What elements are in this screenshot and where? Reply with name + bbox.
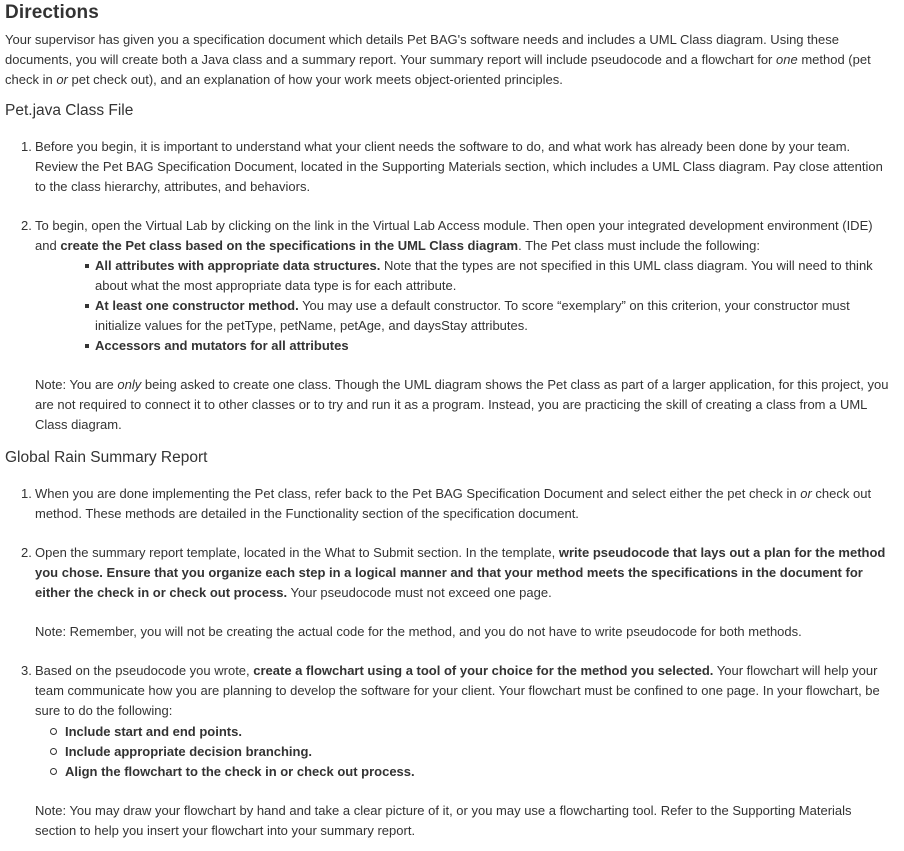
- bullet-bold: Include appropriate decision branching.: [65, 744, 313, 759]
- item-text: Open the summary report template, located in the What to Submit section. In the template,: [35, 545, 559, 560]
- list-item: [35, 296, 890, 336]
- note-paragraph: [35, 375, 890, 435]
- note-emphasis: only: [117, 377, 142, 392]
- section-heading-pet-java: Pet.java Class File: [5, 102, 134, 119]
- item-text: Your pseudocode must not exceed one page.: [287, 585, 552, 600]
- bullet-text: You may use a default constructor. To score “exemplary” on this criterion, your constructor must initialize values for the petType, petName, petAge, and daysStay attributes.: [95, 298, 850, 333]
- list-item: [35, 742, 890, 762]
- item-number: 1.: [21, 139, 32, 154]
- item-bold-text: create a flowchart using a tool of your choice for the method you selected.: [253, 663, 714, 678]
- item-number: 2.: [21, 545, 32, 560]
- intro-emphasis-one: one: [776, 52, 798, 67]
- intro-paragraph: [5, 30, 900, 90]
- intro-text-3: pet check out), and an explanation of how your work meets object-oriented principles.: [67, 72, 563, 87]
- item-text: Based on the pseudocode you wrote,: [35, 663, 254, 678]
- bullet-bold: Accessors and mutators for all attributes: [95, 338, 349, 353]
- flowchart-requirements-list: [35, 722, 890, 782]
- item-text: check out method. These methods are detailed in the Functionality section of the specification document.: [35, 486, 872, 521]
- note-text: being asked to create one class. Though the UML diagram shows the Pet class as part of a larger application, for this project, you are not required to connect it to other classes or to try and run it as a program. Instead, you are practicing the skill of creating a class from a UML Class diagram.: [35, 377, 889, 432]
- note-text: Note: You are: [35, 377, 118, 392]
- item-number: 3.: [21, 663, 32, 678]
- pet-java-steps: [5, 137, 900, 435]
- item-number: 2.: [21, 218, 32, 233]
- list-item: [35, 256, 890, 296]
- list-item: [35, 762, 890, 782]
- list-item: [35, 722, 890, 742]
- item-text: When you are done implementing the Pet class, refer back to the Pet BAG Specification Document and select either the pet check in: [35, 486, 801, 501]
- item-text: Your flowchart will help your team communicate how you are planning to develop the software for your client. Your flowchart must be confined to one page. In your flowchart, be sure to do the following:: [35, 663, 880, 718]
- item-text: . The Pet class must include the following:: [518, 238, 760, 253]
- page-title: Directions: [5, 2, 99, 23]
- section-heading-summary-report: Global Rain Summary Report: [5, 449, 208, 466]
- summary-report-steps: [5, 484, 900, 841]
- bullet-bold: All attributes with appropriate data structures.: [95, 258, 381, 273]
- list-item: [5, 661, 900, 841]
- item-number: 1.: [21, 486, 32, 501]
- item-bold-text: create the Pet class based on the specifications in the UML Class diagram: [60, 238, 519, 253]
- intro-text-1: Your supervisor has given you a specification document which details Pet BAG's software needs and includes a UML Class diagram. Using these documents, you will create both a Java class and a summary report. Your summary report will include pseudocode and a flowchart for: [5, 32, 839, 67]
- requirements-list: [35, 256, 890, 356]
- item-emphasis: or: [800, 486, 812, 501]
- list-item: [5, 484, 900, 524]
- bullet-bold: At least one constructor method.: [95, 298, 299, 313]
- list-item: [5, 137, 900, 197]
- item-text: To begin, open the Virtual Lab by clicking on the link in the Virtual Lab Access module. Then open your integrated development environment (IDE) and: [35, 218, 873, 253]
- bullet-bold: Align the flowchart to the check in or check out process.: [65, 764, 415, 779]
- item-text: Before you begin, it is important to understand what your client needs the software to do, and what work has already been done by your team. Review the Pet BAG Specification Document, located in the Supporting Materials section, which includes a UML Class diagram. Pay close attention to the class hierarchy, attributes, and behaviors.: [35, 139, 883, 194]
- note-paragraph: Note: You may draw your flowchart by hand and take a clear picture of it, or you may use a flowcharting tool. Refer to the Supporting Materials section to help you insert your flowchart into your summary report.: [35, 803, 852, 838]
- list-item: [5, 543, 900, 642]
- note-paragraph: Note: Remember, you will not be creating the actual code for the method, and you do not have to write pseudocode for both methods.: [35, 624, 802, 639]
- item-bold-text: write pseudocode that lays out a plan for the method you chose. Ensure that you organize each step in a logical manner and that your method meets the specifications in the document for either the check in or check out process.: [35, 545, 886, 600]
- list-item: [5, 216, 900, 435]
- bullet-bold: Include start and end points.: [65, 724, 242, 739]
- list-item: [35, 336, 890, 356]
- bullet-text: Note that the types are not specified in this UML class diagram. You will need to think about what the most appropriate data type is for each attribute.: [95, 258, 873, 293]
- intro-emphasis-or: or: [56, 72, 68, 87]
- intro-text-2: method (pet check in: [5, 52, 871, 87]
